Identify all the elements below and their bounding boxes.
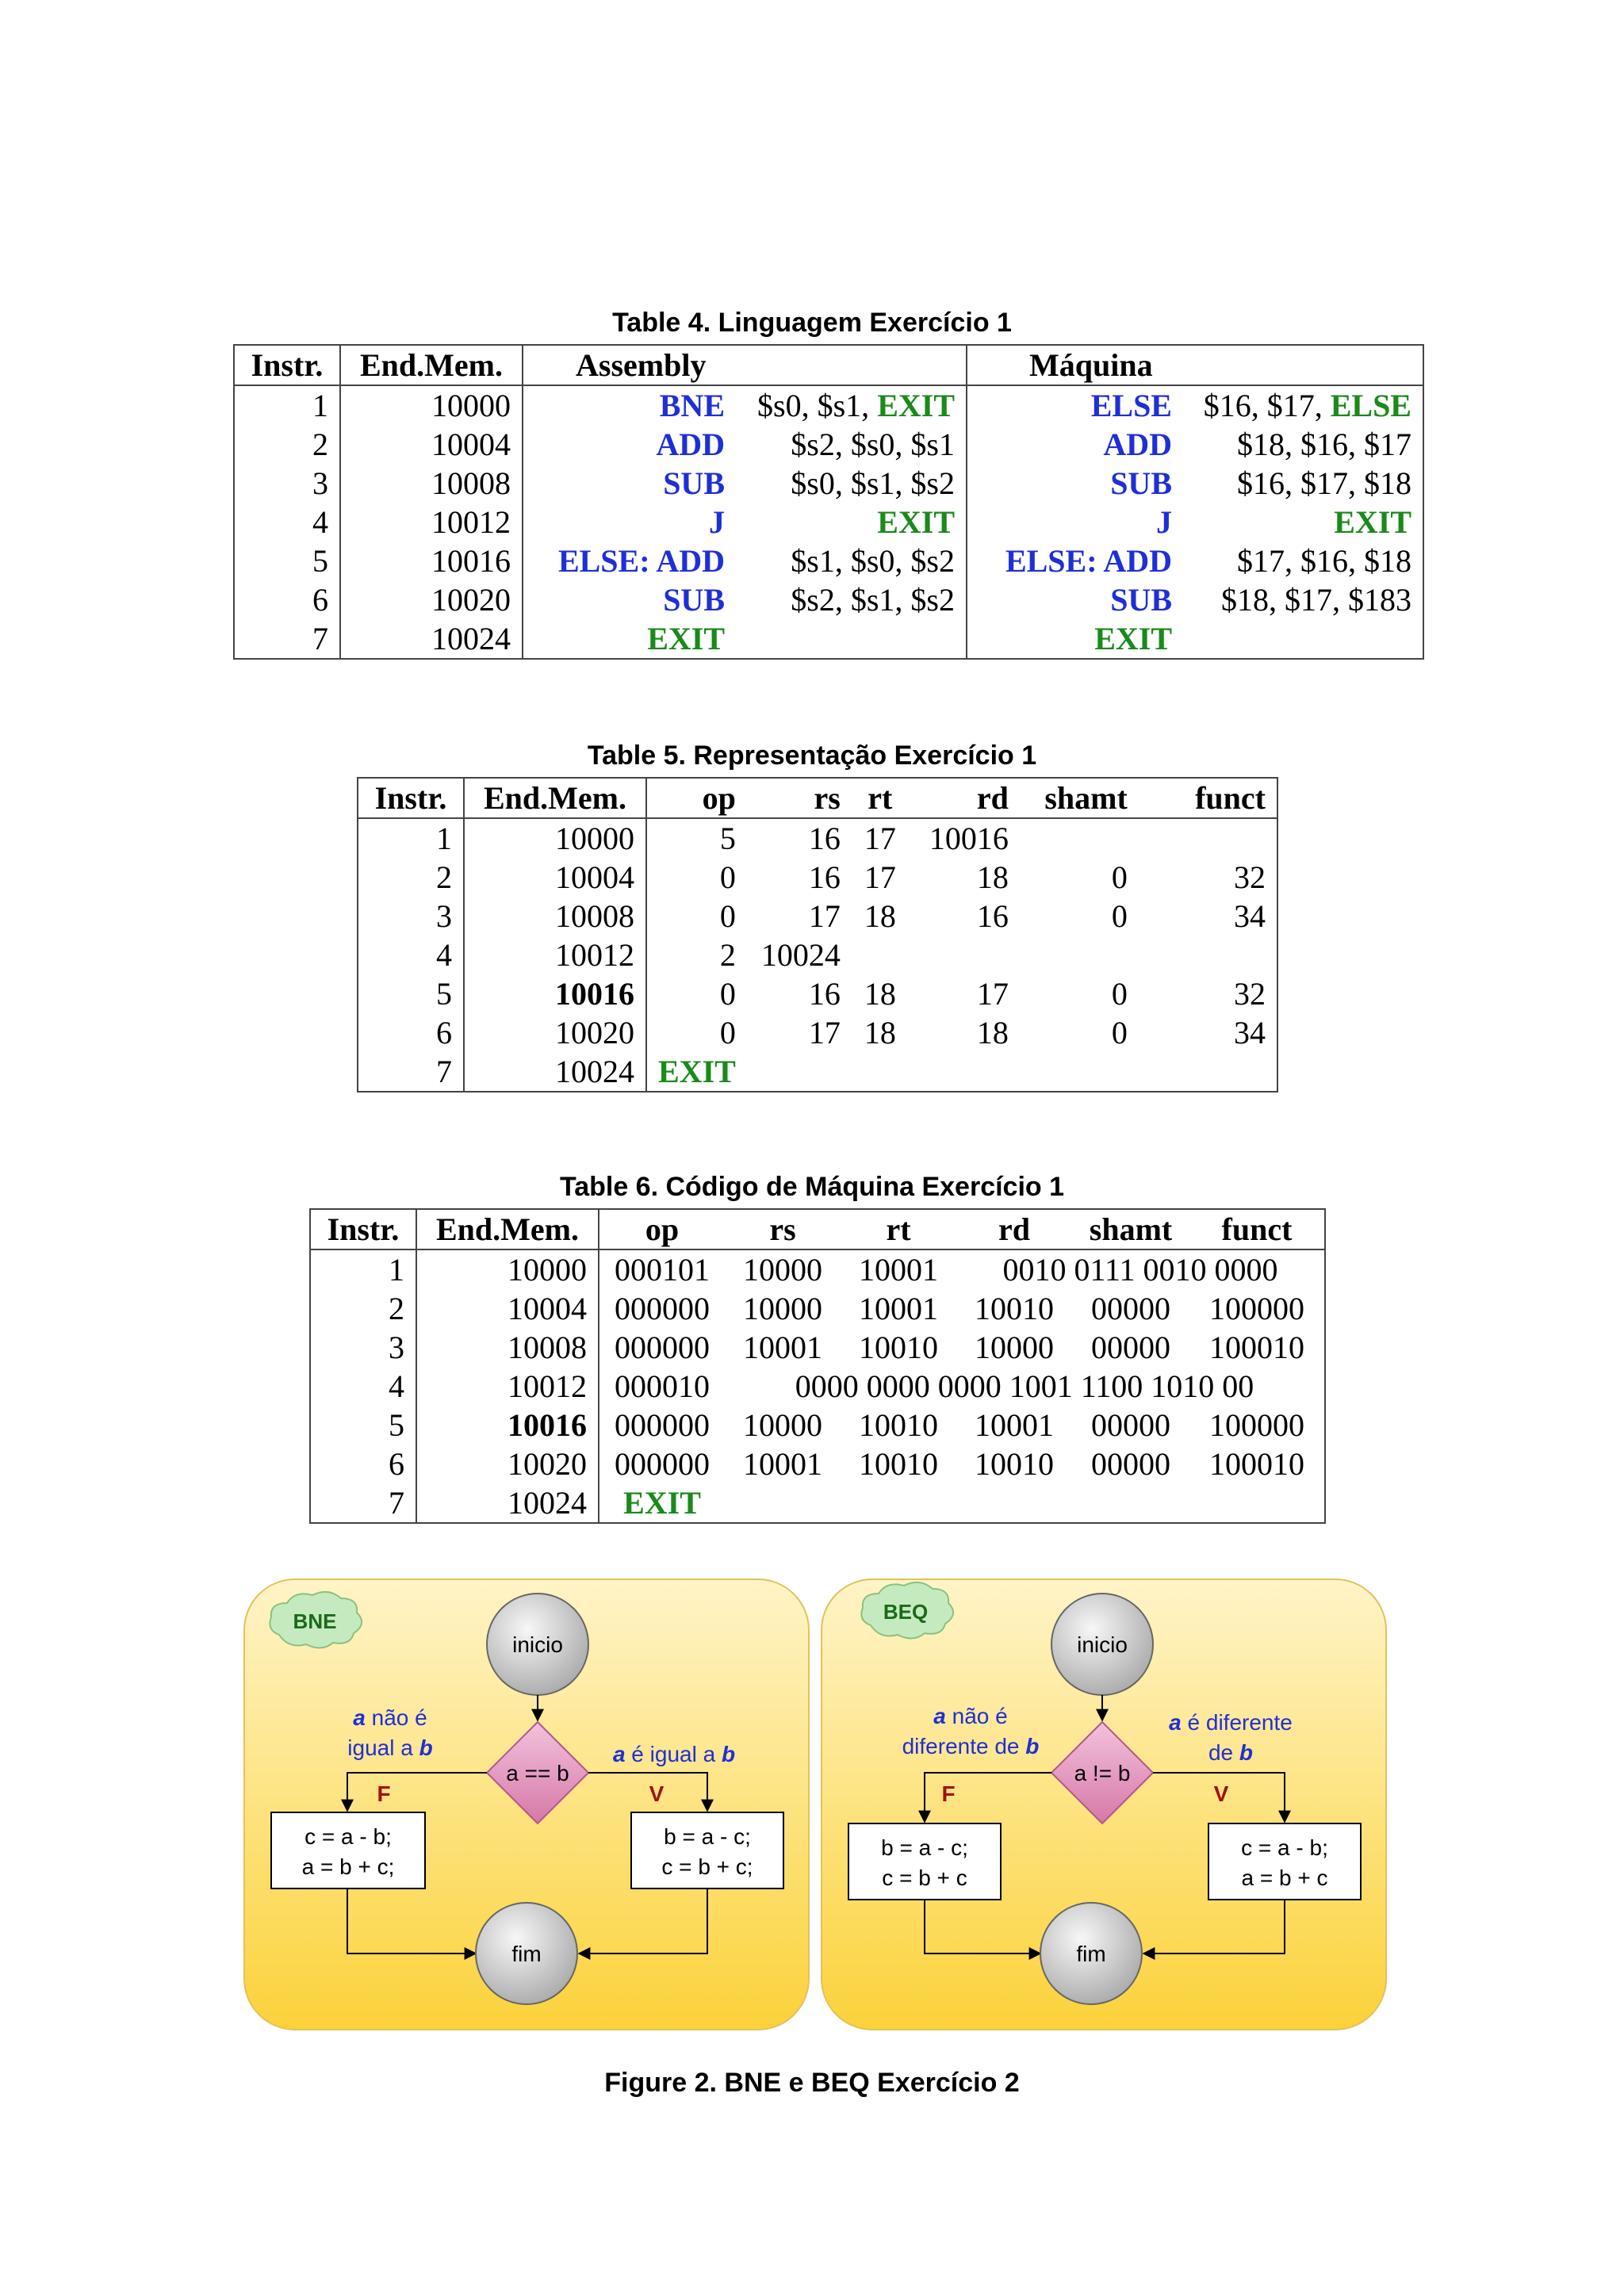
instr-cell: 7 bbox=[310, 1483, 416, 1523]
rs-cell: 10000 bbox=[743, 1407, 822, 1443]
rt-cell: 10001 bbox=[859, 1252, 938, 1288]
assembly-opcode-cell: BNE bbox=[659, 388, 725, 423]
rs-cell: 10000 bbox=[743, 1291, 822, 1326]
instr-cell: 3 bbox=[310, 1328, 416, 1367]
table-row bbox=[310, 1483, 1325, 1523]
assembly-args: $s2, $s0, $s1 bbox=[791, 427, 955, 462]
bne-true-process-line2: c = b + c; bbox=[661, 1854, 753, 1879]
instr-cell: 4 bbox=[358, 936, 464, 974]
bne-false-label-mid: não é bbox=[365, 1705, 427, 1730]
machine-opcode-cell: ELSE: ADD bbox=[1005, 543, 1172, 579]
op-cell: EXIT bbox=[623, 1485, 701, 1521]
address-cell: 10004 bbox=[464, 858, 646, 897]
beq-false-label-b: b bbox=[1025, 1734, 1040, 1758]
instr-cell: 6 bbox=[310, 1445, 416, 1483]
shamt-cell bbox=[1020, 1052, 1139, 1092]
address-cell: 10000 bbox=[416, 1249, 599, 1289]
assembly-opcode-cell: ADD bbox=[656, 427, 725, 462]
assembly-args-cell bbox=[736, 541, 967, 580]
rt-cell bbox=[852, 1052, 909, 1092]
table-row bbox=[358, 1013, 1277, 1052]
assembly-args: $s0, $s1, $s2 bbox=[791, 465, 955, 501]
table-row bbox=[358, 1052, 1277, 1092]
op-cell: 000000 bbox=[615, 1407, 710, 1443]
shamt-cell: 00000 bbox=[1091, 1446, 1170, 1482]
address-cell: 10012 bbox=[416, 1367, 599, 1406]
rs-cell: 10024 bbox=[760, 937, 841, 973]
address-cell: 10016 bbox=[340, 541, 523, 580]
shamt-cell: 00000 bbox=[1091, 1291, 1170, 1326]
machine-args: $18, $16, $17 bbox=[1237, 427, 1411, 462]
beq-true-label-text: de bbox=[1208, 1740, 1239, 1765]
beq-end-label: fim bbox=[1076, 1942, 1106, 1966]
instr-cell: 5 bbox=[310, 1406, 416, 1445]
funct-cell bbox=[1139, 936, 1277, 974]
rs-cell: 16 bbox=[808, 821, 841, 856]
shamt-cell: 0 bbox=[1111, 859, 1128, 895]
instr-cell: 4 bbox=[234, 503, 340, 541]
table-row bbox=[358, 974, 1277, 1013]
rd-cell: 10016 bbox=[929, 821, 1009, 856]
table5-header-funct: funct bbox=[1139, 778, 1277, 818]
shamt-cell bbox=[1020, 818, 1139, 858]
op-cell: 000101 bbox=[615, 1252, 710, 1288]
rt-cell: 10010 bbox=[859, 1446, 938, 1482]
rt-cell: 10001 bbox=[859, 1291, 938, 1326]
bne-true-label-mid: é igual a bbox=[625, 1742, 722, 1766]
table6-header-rt: rt bbox=[841, 1209, 956, 1249]
bne-false-label-line2 bbox=[347, 1735, 432, 1760]
machine-opcode-cell: SUB bbox=[1110, 582, 1172, 618]
address-cell: 10012 bbox=[340, 503, 523, 541]
op-cell: 5 bbox=[719, 821, 736, 856]
machine-args-cell bbox=[1183, 425, 1423, 464]
bne-start-label: inicio bbox=[512, 1632, 563, 1657]
assembly-args-cell bbox=[736, 464, 967, 503]
instr-cell: 5 bbox=[358, 974, 464, 1013]
table4 bbox=[233, 344, 1424, 660]
bne-true-label-b: b bbox=[721, 1742, 736, 1766]
table5-header-instr: Instr. bbox=[358, 778, 464, 818]
bne-false-label-line1 bbox=[353, 1705, 427, 1730]
beq-false-label-line2 bbox=[902, 1734, 1040, 1758]
beq-true-marker: V bbox=[1213, 1781, 1229, 1806]
rs-cell bbox=[747, 1052, 852, 1092]
address-cell: 10016 bbox=[416, 1406, 599, 1445]
machine-args: $18, $17, $183 bbox=[1221, 582, 1411, 618]
rt-cell: 18 bbox=[864, 976, 896, 1012]
rt-cell: 10010 bbox=[859, 1330, 938, 1365]
funct-cell bbox=[1139, 1052, 1277, 1092]
rd-cell: 10010 bbox=[975, 1446, 1054, 1482]
address-cell: 10024 bbox=[464, 1052, 646, 1092]
machine-opcode-cell: ELSE bbox=[1090, 388, 1172, 423]
table4-header-maquina: Máquina bbox=[967, 345, 1423, 385]
assembly-opcode-cell: J bbox=[709, 504, 725, 540]
immediate-cell: 0010 0111 0010 0000 bbox=[1002, 1252, 1278, 1288]
rt-cell: 10010 bbox=[859, 1407, 938, 1443]
machine-args: $17, $16, $18 bbox=[1237, 543, 1411, 579]
rd-cell: 10000 bbox=[975, 1330, 1054, 1365]
table5-header-rs: rs bbox=[747, 778, 852, 818]
table4-header-assembly: Assembly bbox=[523, 345, 967, 385]
table-row bbox=[310, 1249, 1325, 1289]
beq-false-label-line1 bbox=[933, 1704, 1007, 1728]
instr-cell: 1 bbox=[310, 1249, 416, 1289]
machine-opcode-cell: SUB bbox=[1110, 465, 1172, 501]
address-cell: 10004 bbox=[340, 425, 523, 464]
table6 bbox=[309, 1208, 1326, 1524]
machine-args: $16, $17, bbox=[1203, 388, 1331, 423]
beq-false-marker: F bbox=[941, 1781, 956, 1806]
table-row bbox=[310, 1328, 1325, 1367]
table6-header-instr: Instr. bbox=[310, 1209, 416, 1249]
instr-cell: 4 bbox=[310, 1367, 416, 1406]
address-cell: 10020 bbox=[340, 580, 523, 619]
rt-cell bbox=[852, 936, 909, 974]
assembly-opcode-cell: EXIT bbox=[647, 621, 725, 656]
table6-header-rs: rs bbox=[725, 1209, 841, 1249]
machine-opcode-cell: J bbox=[1156, 504, 1172, 540]
shamt-cell: 00000 bbox=[1091, 1407, 1170, 1443]
beq-true-label-line1 bbox=[1169, 1710, 1293, 1735]
assembly-args: $s0, $s1, bbox=[757, 388, 878, 423]
instr-cell: 3 bbox=[358, 897, 464, 936]
beq-true-process-line2: a = b + c bbox=[1241, 1866, 1328, 1890]
table6-header-op: op bbox=[599, 1209, 725, 1249]
instr-cell: 2 bbox=[310, 1289, 416, 1328]
machine-args-cell bbox=[1183, 464, 1423, 503]
assembly-args-cell bbox=[736, 425, 967, 464]
instr-cell: 6 bbox=[358, 1013, 464, 1052]
rd-cell: 18 bbox=[976, 1015, 1009, 1050]
instr-cell: 2 bbox=[234, 425, 340, 464]
table6-header-rd: rd bbox=[956, 1209, 1072, 1249]
machine-opcode-cell: EXIT bbox=[1094, 621, 1172, 656]
bne-decision-label: a == b bbox=[506, 1761, 569, 1785]
table5-header-rd: rd bbox=[909, 778, 1020, 818]
rs-cell: 10001 bbox=[743, 1330, 822, 1365]
beq-false-process-line2: c = b + c bbox=[882, 1866, 967, 1890]
table5-header-address: End.Mem. bbox=[464, 778, 646, 818]
beq-false-process-line1: b = a - c; bbox=[881, 1835, 968, 1860]
funct-cell: 34 bbox=[1234, 1015, 1266, 1050]
instr-cell: 7 bbox=[358, 1052, 464, 1092]
op-cell: 0 bbox=[719, 898, 736, 934]
table6-caption: Table 6. Código de Máquina Exercício 1 bbox=[559, 1172, 1065, 1202]
table6-header-address: End.Mem. bbox=[416, 1209, 599, 1249]
beq-false-label-a: a bbox=[933, 1704, 946, 1728]
bne-false-label-b: b bbox=[419, 1735, 433, 1760]
machine-args-cell bbox=[1183, 541, 1423, 580]
rd-cell: 18 bbox=[976, 859, 1009, 895]
assembly-args-cell bbox=[736, 503, 967, 541]
rt-cell: 17 bbox=[864, 859, 896, 895]
rt-cell: 18 bbox=[864, 898, 896, 934]
rd-cell: 16 bbox=[976, 898, 1009, 934]
assembly-args-cell bbox=[736, 580, 967, 619]
rd-cell: 10001 bbox=[975, 1407, 1054, 1443]
table-row bbox=[358, 897, 1277, 936]
bne-true-marker: V bbox=[649, 1781, 665, 1806]
table-row bbox=[234, 541, 1423, 580]
beq-true-label-b: b bbox=[1239, 1740, 1254, 1765]
table-row bbox=[234, 464, 1423, 503]
table6-header-funct: funct bbox=[1189, 1209, 1325, 1249]
table5-caption: Table 5. Representação Exercício 1 bbox=[587, 740, 1037, 771]
shamt-cell: 0 bbox=[1111, 976, 1128, 1012]
beq-decision-label: a != b bbox=[1074, 1761, 1131, 1785]
bne-tag-text: BNE bbox=[293, 1609, 337, 1633]
machine-opcode-cell: ADD bbox=[1103, 427, 1172, 462]
table-row bbox=[234, 503, 1423, 541]
address-cell: 10008 bbox=[416, 1328, 599, 1367]
table-row bbox=[310, 1445, 1325, 1483]
table-row bbox=[310, 1289, 1325, 1328]
instr-cell: 7 bbox=[234, 619, 340, 659]
funct-cell: 32 bbox=[1234, 976, 1266, 1012]
machine-args: $16, $17, $18 bbox=[1237, 465, 1411, 501]
instr-cell: 1 bbox=[234, 385, 340, 425]
instr-cell: 1 bbox=[358, 818, 464, 858]
table5-body bbox=[358, 818, 1277, 1092]
shamt-cell: 0 bbox=[1111, 1015, 1128, 1050]
rs-cell: 17 bbox=[808, 1015, 841, 1050]
assembly-args-cell bbox=[736, 385, 967, 425]
table5 bbox=[357, 777, 1278, 1093]
funct-cell: 100010 bbox=[1209, 1446, 1304, 1482]
op-cell: 0 bbox=[719, 859, 736, 895]
rs-cell: 16 bbox=[808, 859, 841, 895]
bne-true-label-a: a bbox=[612, 1742, 626, 1766]
bne-true-label bbox=[613, 1742, 735, 1766]
funct-cell: 32 bbox=[1234, 859, 1266, 895]
address-cell: 10024 bbox=[340, 619, 523, 659]
bne-end-label: fim bbox=[511, 1942, 542, 1966]
shamt-cell bbox=[1020, 936, 1139, 974]
funct-cell: 100000 bbox=[1209, 1291, 1304, 1326]
bne-false-process-line2: a = b + c; bbox=[301, 1854, 395, 1879]
table-row bbox=[358, 858, 1277, 897]
instr-cell: 5 bbox=[234, 541, 340, 580]
figure2-diagram bbox=[0, 1570, 1624, 2053]
rt-cell: 18 bbox=[864, 1015, 896, 1050]
op-cell: 2 bbox=[719, 937, 736, 973]
op-cell: 000010 bbox=[615, 1368, 710, 1404]
beq-true-label-mid: é diferente bbox=[1181, 1710, 1293, 1735]
address-cell: 10016 bbox=[464, 974, 646, 1013]
bne-false-label-text: igual a bbox=[347, 1735, 419, 1760]
table5-header-op: op bbox=[646, 778, 747, 818]
address-cell: 10000 bbox=[464, 818, 646, 858]
beq-false-label-mid: não é bbox=[945, 1704, 1008, 1728]
table5-header-shamt: shamt bbox=[1020, 778, 1139, 818]
assembly-args: $s1, $s0, $s2 bbox=[791, 543, 955, 579]
op-cell: 0 bbox=[719, 976, 736, 1012]
machine-label: EXIT bbox=[1334, 504, 1411, 540]
rd-cell bbox=[909, 1052, 1020, 1092]
assembly-label: EXIT bbox=[877, 388, 955, 423]
rd-cell: 17 bbox=[976, 976, 1009, 1012]
table-row bbox=[234, 425, 1423, 464]
assembly-opcode-cell: ELSE: ADD bbox=[557, 543, 725, 579]
table4-body bbox=[234, 385, 1423, 659]
machine-args-cell bbox=[1183, 619, 1423, 659]
bne-false-process-line1: c = a - b; bbox=[304, 1824, 392, 1849]
bne-false-label-a: a bbox=[353, 1705, 366, 1730]
table-row bbox=[358, 818, 1277, 858]
beq-false-label-text: diferente de bbox=[902, 1734, 1026, 1758]
rd-cell: 10010 bbox=[975, 1291, 1054, 1326]
table-row bbox=[310, 1367, 1325, 1406]
assembly-opcode-cell: SUB bbox=[663, 582, 725, 618]
funct-cell: 100000 bbox=[1209, 1407, 1304, 1443]
bne-true-process-line1: b = a - c; bbox=[664, 1824, 751, 1849]
address-field-cell: 0000 0000 0000 1001 1100 1010 00 bbox=[795, 1368, 1254, 1404]
op-cell: 000000 bbox=[615, 1291, 710, 1326]
table-row bbox=[234, 619, 1423, 659]
shamt-cell: 0 bbox=[1111, 898, 1128, 934]
shamt-cell: 00000 bbox=[1091, 1330, 1170, 1365]
table6-body bbox=[310, 1249, 1325, 1523]
machine-args-cell bbox=[1183, 503, 1423, 541]
address-cell: 10004 bbox=[416, 1289, 599, 1328]
beq-true-label-a: a bbox=[1169, 1710, 1182, 1735]
table4-caption: Table 4. Linguagem Exercício 1 bbox=[612, 308, 1012, 338]
table-row bbox=[358, 936, 1277, 974]
address-cell: 10008 bbox=[464, 897, 646, 936]
table4-header-address: End.Mem. bbox=[340, 345, 523, 385]
rt-cell: 17 bbox=[864, 821, 896, 856]
machine-args-cell bbox=[1183, 385, 1423, 425]
funct-cell: 34 bbox=[1234, 898, 1266, 934]
funct-cell bbox=[1139, 818, 1277, 858]
op-cell: 000000 bbox=[615, 1330, 710, 1365]
assembly-args: $s2, $s1, $s2 bbox=[791, 582, 955, 618]
table5-header-rt: rt bbox=[852, 778, 909, 818]
rs-cell: 17 bbox=[808, 898, 841, 934]
address-cell: 10012 bbox=[464, 936, 646, 974]
assembly-args-cell bbox=[736, 619, 967, 659]
rs-cell: 10001 bbox=[743, 1446, 822, 1482]
rs-cell: 10000 bbox=[743, 1252, 822, 1288]
op-cell: 0 bbox=[719, 1015, 736, 1050]
instr-cell: 3 bbox=[234, 464, 340, 503]
address-cell: 10024 bbox=[416, 1483, 599, 1523]
bne-false-marker: F bbox=[377, 1781, 391, 1806]
op-cell: 000000 bbox=[615, 1446, 710, 1482]
machine-label: ELSE bbox=[1330, 388, 1411, 423]
beq-tag-text: BEQ bbox=[883, 1600, 929, 1624]
empty-cell bbox=[725, 1483, 1325, 1523]
address-cell: 10020 bbox=[416, 1445, 599, 1483]
table-row bbox=[234, 580, 1423, 619]
table-row bbox=[234, 385, 1423, 425]
instr-cell: 2 bbox=[358, 858, 464, 897]
address-cell: 10020 bbox=[464, 1013, 646, 1052]
op-cell: EXIT bbox=[658, 1054, 736, 1089]
assembly-opcode-cell: SUB bbox=[663, 465, 725, 501]
table4-header-instr: Instr. bbox=[234, 345, 340, 385]
beq-start-label: inicio bbox=[1077, 1632, 1128, 1657]
table6-header-shamt: shamt bbox=[1072, 1209, 1189, 1249]
table-row bbox=[310, 1406, 1325, 1445]
beq-true-label-line2 bbox=[1208, 1740, 1253, 1765]
funct-cell: 100010 bbox=[1209, 1330, 1304, 1365]
address-cell: 10008 bbox=[340, 464, 523, 503]
assembly-label: EXIT bbox=[877, 504, 955, 540]
figure2-caption: Figure 2. BNE e BEQ Exercício 2 bbox=[604, 2068, 1020, 2098]
beq-true-process-line1: c = a - b; bbox=[1241, 1835, 1328, 1860]
machine-args-cell bbox=[1183, 580, 1423, 619]
rs-cell: 16 bbox=[808, 976, 841, 1012]
address-cell: 10000 bbox=[340, 385, 523, 425]
instr-cell: 6 bbox=[234, 580, 340, 619]
rd-cell bbox=[909, 936, 1020, 974]
